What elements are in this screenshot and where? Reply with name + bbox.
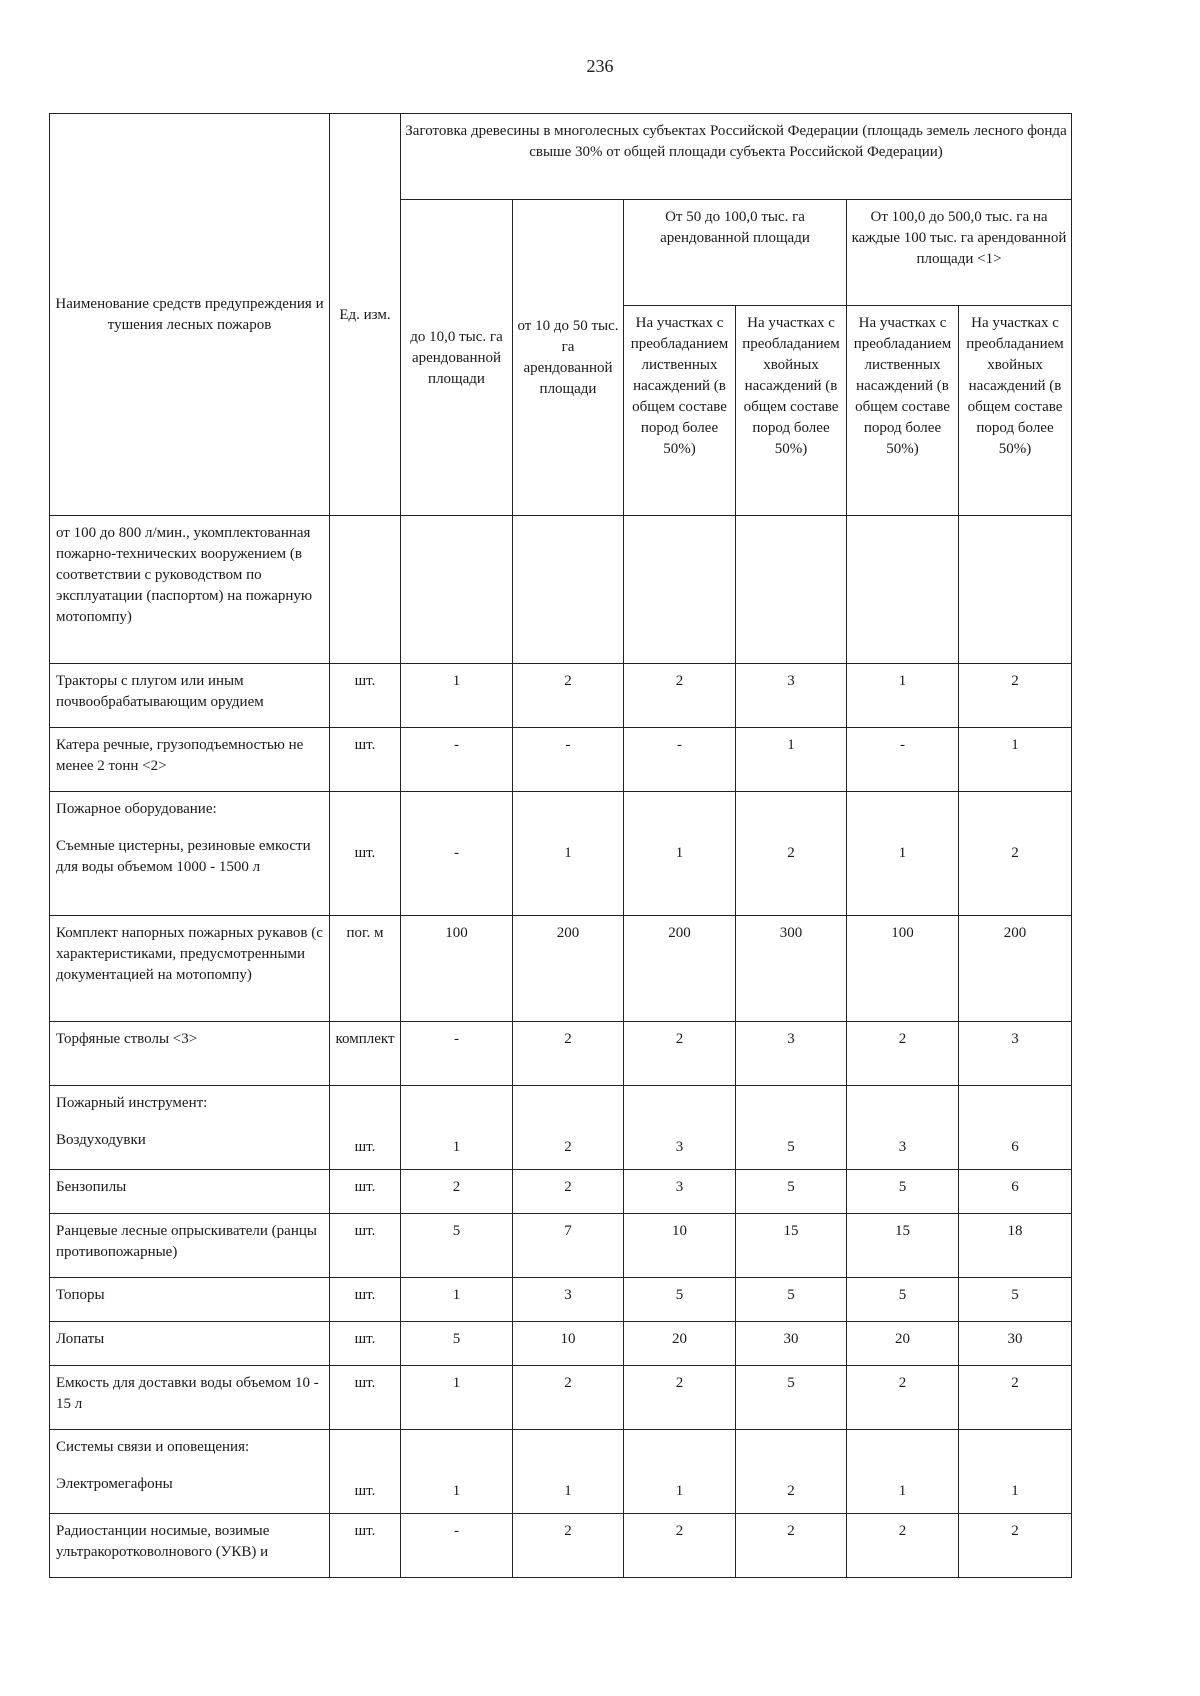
row-value xyxy=(624,1278,736,1322)
row-value-text: 2 xyxy=(1011,1375,1019,1391)
table-row xyxy=(50,1514,1072,1578)
table-row xyxy=(50,1322,1072,1366)
row-value-text: 3 xyxy=(675,1139,684,1155)
row-name-cell xyxy=(50,1430,330,1514)
row-value xyxy=(401,728,513,792)
row-value xyxy=(513,1170,624,1214)
row-value xyxy=(847,792,959,916)
row-name-cell xyxy=(50,792,330,916)
row-value xyxy=(736,1214,847,1278)
row-value xyxy=(847,1366,959,1430)
row-value-text: 2 xyxy=(787,1483,795,1499)
row-name: Лопаты xyxy=(56,1331,105,1347)
row-unit xyxy=(330,1322,401,1366)
header-group-title: Заготовка древесины в многолесных субъектах Российской Федерации (площадь земель лесного фонда свыше 30% от общей площади субъекта Российской Федерации) xyxy=(401,114,1072,200)
table-row xyxy=(50,1430,1072,1514)
row-value xyxy=(736,916,847,1022)
row-value-text: - xyxy=(454,845,459,861)
row-value-text: 1 xyxy=(675,1483,684,1499)
row-value-text: 3 xyxy=(787,673,795,689)
row-unit xyxy=(330,792,401,916)
row-value xyxy=(847,916,959,1022)
row-value xyxy=(513,516,624,664)
table-header xyxy=(50,114,1072,516)
row-value xyxy=(959,664,1072,728)
row-value-text: 30 xyxy=(1007,1331,1023,1347)
row-value-text: 2 xyxy=(564,1375,572,1391)
row-value xyxy=(959,516,1072,664)
row-value xyxy=(513,1366,624,1430)
row-value xyxy=(959,916,1072,1022)
row-value xyxy=(736,1366,847,1430)
row-value-text: 1 xyxy=(1011,1483,1019,1499)
row-value xyxy=(513,1278,624,1322)
row-value xyxy=(736,728,847,792)
table-row xyxy=(50,916,1072,1022)
row-value xyxy=(959,1278,1072,1322)
row-value xyxy=(736,1170,847,1214)
row-value xyxy=(513,1086,624,1170)
row-value xyxy=(959,1430,1072,1514)
row-value-text: 15 xyxy=(895,1223,910,1239)
row-value xyxy=(401,1514,513,1578)
row-value-text: 1 xyxy=(452,1287,461,1303)
row-value xyxy=(847,1514,959,1578)
row-name-cell xyxy=(50,728,330,792)
row-value-text: - xyxy=(454,1031,459,1047)
row-value-text: 5 xyxy=(452,1331,461,1347)
row-name-cell xyxy=(50,1322,330,1366)
row-name-cell xyxy=(50,916,330,1022)
row-value xyxy=(401,792,513,916)
row-unit xyxy=(330,1366,401,1430)
row-value xyxy=(624,516,736,664)
row-value xyxy=(513,1322,624,1366)
table-row xyxy=(50,664,1072,728)
row-unit-text: шт. xyxy=(354,1179,376,1195)
row-value-text: 3 xyxy=(1011,1031,1019,1047)
row-value xyxy=(624,916,736,1022)
row-value xyxy=(624,1514,736,1578)
row-unit-text: шт. xyxy=(354,1331,376,1347)
row-value-text: 5 xyxy=(787,1287,795,1303)
row-value-text: 2 xyxy=(564,1139,572,1155)
row-value-text: 200 xyxy=(556,925,580,941)
row-value-text: 2 xyxy=(564,1031,572,1047)
row-name: Тракторы с плугом или иным почвообрабатывающим орудием xyxy=(56,673,264,710)
row-value-text: 2 xyxy=(1011,673,1019,689)
row-value xyxy=(624,728,736,792)
row-value-text: 2 xyxy=(898,1523,907,1539)
row-value xyxy=(847,664,959,728)
row-value-text: 6 xyxy=(1011,1139,1019,1155)
row-value xyxy=(513,792,624,916)
row-value-text: 1 xyxy=(898,1483,907,1499)
row-unit xyxy=(330,1430,401,1514)
row-value-text: 3 xyxy=(564,1287,572,1303)
row-value-text: 20 xyxy=(895,1331,910,1347)
row-value xyxy=(736,1430,847,1514)
row-name-cell xyxy=(50,1086,330,1170)
section-heading: Пожарное оборудование: xyxy=(56,801,217,817)
row-name-cell xyxy=(50,1366,330,1430)
row-value xyxy=(401,1022,513,1086)
row-value-text: - xyxy=(454,1523,459,1539)
table-row xyxy=(50,1022,1072,1086)
row-value xyxy=(959,1514,1072,1578)
row-value-text: 2 xyxy=(564,1523,572,1539)
row-value xyxy=(847,1278,959,1322)
row-value xyxy=(959,1170,1072,1214)
header-sub-coniferous: На участках с преобладанием хвойных насаждений (в общем составе пород более 50%) xyxy=(959,306,1072,516)
row-value-text: 5 xyxy=(787,1179,795,1195)
row-value-text: 5 xyxy=(675,1287,684,1303)
row-name-cell xyxy=(50,1278,330,1322)
row-unit xyxy=(330,728,401,792)
table-body xyxy=(50,516,1072,1578)
row-value-text: 1 xyxy=(452,1483,461,1499)
row-value xyxy=(513,728,624,792)
row-value-text: 10 xyxy=(672,1223,687,1239)
row-value-text: 5 xyxy=(787,1139,795,1155)
row-value xyxy=(847,728,959,792)
row-name: Торфяные стволы <3> xyxy=(56,1031,198,1047)
row-name: Топоры xyxy=(56,1287,105,1303)
row-name: Электромегафоны xyxy=(56,1476,173,1492)
row-unit-text: шт. xyxy=(354,1523,376,1539)
row-name: Воздуходувки xyxy=(56,1132,146,1148)
table-row xyxy=(50,1214,1072,1278)
row-value xyxy=(513,1022,624,1086)
row-value-text: 2 xyxy=(452,1179,461,1195)
header-group-100-500: От 100,0 до 500,0 тыс. га на каждые 100 тыс. га арендованной площади <1> xyxy=(847,200,1072,306)
row-unit xyxy=(330,1086,401,1170)
table-row xyxy=(50,1086,1072,1170)
row-value xyxy=(847,1322,959,1366)
row-value-text: 1 xyxy=(564,1483,572,1499)
row-value-text: 5 xyxy=(452,1223,461,1239)
row-value-text: 1 xyxy=(452,1139,461,1155)
row-value xyxy=(736,1278,847,1322)
row-value-text: 2 xyxy=(675,1031,684,1047)
row-value-text: 100 xyxy=(445,925,468,941)
row-name-cell xyxy=(50,1022,330,1086)
row-value xyxy=(736,664,847,728)
row-unit-text: шт. xyxy=(354,673,376,689)
row-unit-text: шт. xyxy=(354,737,376,753)
row-value xyxy=(624,1170,736,1214)
row-name: от 100 до 800 л/мин., укомплектованная пожарно-технических вооружением (в соответствии с руководством по эксплуатации (паспортом) на пожарную мотопомпу) xyxy=(56,525,313,625)
row-value xyxy=(513,1214,624,1278)
row-value-text: 1 xyxy=(898,845,907,861)
row-name-cell xyxy=(50,664,330,728)
table-row xyxy=(50,516,1072,664)
row-value-text: 20 xyxy=(672,1331,687,1347)
row-value-text: 1 xyxy=(452,1375,461,1391)
row-value-text: 15 xyxy=(783,1223,799,1239)
row-value xyxy=(736,516,847,664)
row-value xyxy=(624,1430,736,1514)
row-value xyxy=(847,1086,959,1170)
row-value xyxy=(736,792,847,916)
row-value-text: - xyxy=(900,737,905,753)
row-value xyxy=(401,916,513,1022)
table-row xyxy=(50,728,1072,792)
row-value xyxy=(401,664,513,728)
row-unit xyxy=(330,1514,401,1578)
row-value xyxy=(847,1022,959,1086)
section-heading: Пожарный инструмент: xyxy=(56,1095,208,1111)
row-value xyxy=(513,1430,624,1514)
row-value-text: 5 xyxy=(787,1375,795,1391)
row-value xyxy=(959,1322,1072,1366)
row-value xyxy=(513,916,624,1022)
row-value xyxy=(736,1514,847,1578)
row-value xyxy=(401,1170,513,1214)
table-row xyxy=(50,792,1072,916)
row-value-text: 2 xyxy=(675,1523,684,1539)
row-value xyxy=(959,1086,1072,1170)
header-sub-deciduous: На участках с преобладанием лиственных насаждений (в общем составе пород более 50%) xyxy=(624,306,736,516)
row-value xyxy=(624,1086,736,1170)
table-row xyxy=(50,1278,1072,1322)
row-value-text: 300 xyxy=(779,925,803,941)
row-name-cell xyxy=(50,516,330,664)
row-unit xyxy=(330,1214,401,1278)
table-row xyxy=(50,1366,1072,1430)
row-value-text: 2 xyxy=(564,1179,572,1195)
row-value xyxy=(513,664,624,728)
row-value-text: 2 xyxy=(787,1523,795,1539)
row-unit xyxy=(330,916,401,1022)
row-unit-text: шт. xyxy=(354,1287,376,1303)
row-unit xyxy=(330,1278,401,1322)
header-name-col: Наименование средств предупреждения и тушения лесных пожаров xyxy=(50,114,330,516)
row-value-text: 2 xyxy=(1011,1523,1019,1539)
table-row xyxy=(50,1170,1072,1214)
row-value-text: 1 xyxy=(452,673,461,689)
row-value xyxy=(624,1322,736,1366)
page-number: 236 xyxy=(586,56,614,76)
row-value-text: 2 xyxy=(564,673,572,689)
row-value xyxy=(959,1022,1072,1086)
row-name-cell xyxy=(50,1170,330,1214)
row-value xyxy=(736,1086,847,1170)
row-value-text: 1 xyxy=(564,845,572,861)
row-name: Бензопилы xyxy=(56,1179,127,1195)
row-value-text: 2 xyxy=(787,845,795,861)
row-value xyxy=(401,1278,513,1322)
row-unit-text: шт. xyxy=(354,1139,376,1155)
row-unit-text: шт. xyxy=(354,1223,376,1239)
row-unit-text: шт. xyxy=(354,845,376,861)
row-value-text: 6 xyxy=(1011,1179,1019,1195)
header-col-up-to-10: до 10,0 тыс. га арендованной площади xyxy=(401,200,513,516)
row-value xyxy=(624,1214,736,1278)
row-value-text: 1 xyxy=(1011,737,1019,753)
row-value-text: 2 xyxy=(898,1375,907,1391)
row-unit-text: комплект xyxy=(335,1031,395,1047)
row-unit xyxy=(330,1022,401,1086)
row-name: Катера речные, грузоподъемностью не менее 2 тонн <2> xyxy=(56,737,304,774)
row-unit xyxy=(330,1170,401,1214)
row-value-text: - xyxy=(677,737,682,753)
row-value xyxy=(401,516,513,664)
row-value xyxy=(959,1214,1072,1278)
row-name: Ранцевые лесные опрыскиватели (ранцы противопожарные) xyxy=(56,1223,317,1260)
row-value xyxy=(401,1086,513,1170)
row-value-text: 3 xyxy=(787,1031,795,1047)
row-unit-text: пог. м xyxy=(346,925,384,941)
row-value-text: 5 xyxy=(1011,1287,1019,1303)
row-value xyxy=(401,1430,513,1514)
row-value xyxy=(959,792,1072,916)
row-value xyxy=(401,1214,513,1278)
row-value-text: 200 xyxy=(668,925,691,941)
row-value-text: 7 xyxy=(564,1223,572,1239)
row-value xyxy=(624,792,736,916)
row-value xyxy=(959,728,1072,792)
row-unit xyxy=(330,664,401,728)
row-unit-text: шт. xyxy=(354,1375,376,1391)
row-value xyxy=(959,1366,1072,1430)
row-name-cell xyxy=(50,1214,330,1278)
row-name: Комплект напорных пожарных рукавов (с характеристиками, предусмотренными документацией на мотопомпу) xyxy=(56,925,323,983)
header-sub-coniferous: На участках с преобладанием хвойных насаждений (в общем составе пород более 50%) xyxy=(736,306,847,516)
row-value-text: 2 xyxy=(675,673,684,689)
row-value xyxy=(847,1430,959,1514)
row-value-text: 3 xyxy=(675,1179,684,1195)
equipment-table xyxy=(49,113,1072,1578)
row-value xyxy=(847,516,959,664)
row-value-text: 1 xyxy=(675,845,684,861)
row-value xyxy=(624,664,736,728)
row-value-text: 3 xyxy=(898,1139,907,1155)
row-value-text: - xyxy=(565,737,571,753)
row-value-text: 2 xyxy=(675,1375,684,1391)
row-unit-text: шт. xyxy=(354,1483,376,1499)
row-value xyxy=(736,1022,847,1086)
row-value-text: 2 xyxy=(898,1031,907,1047)
row-name: Радиостанции носимые, возимые ультракоротковолнового (УКВ) и xyxy=(56,1523,270,1560)
row-value-text: 2 xyxy=(1011,845,1019,861)
row-value-text: 5 xyxy=(898,1179,907,1195)
row-value xyxy=(847,1214,959,1278)
row-value-text: 30 xyxy=(783,1331,799,1347)
row-value-text: 100 xyxy=(891,925,914,941)
section-heading: Системы связи и оповещения: xyxy=(56,1439,250,1455)
row-value xyxy=(847,1170,959,1214)
row-value xyxy=(401,1322,513,1366)
row-value-text: - xyxy=(454,737,459,753)
row-name: Емкость для доставки воды объемом 10 - 15 л xyxy=(56,1375,319,1412)
row-unit xyxy=(330,516,401,664)
row-value-text: 1 xyxy=(898,673,907,689)
header-sub-deciduous: На участках с преобладанием лиственных насаждений (в общем составе пород более 50%) xyxy=(847,306,959,516)
row-name: Съемные цистерны, резиновые емкости для воды объемом 1000 - 1500 л xyxy=(56,838,311,875)
row-value-text: 1 xyxy=(787,737,795,753)
row-value xyxy=(624,1022,736,1086)
row-name-cell xyxy=(50,1514,330,1578)
row-value xyxy=(736,1322,847,1366)
row-value xyxy=(513,1514,624,1578)
header-col-10-to-50: от 10 до 50 тыс. га арендованной площади xyxy=(513,200,624,516)
header-unit-col: Ед. изм. xyxy=(330,114,401,516)
header-group-50-100: От 50 до 100,0 тыс. га арендованной площади xyxy=(624,200,847,306)
row-value-text: 5 xyxy=(898,1287,907,1303)
row-value-text: 200 xyxy=(1003,925,1027,941)
row-value xyxy=(624,1366,736,1430)
row-value-text: 18 xyxy=(1007,1223,1023,1239)
row-value-text: 10 xyxy=(560,1331,576,1347)
row-value xyxy=(401,1366,513,1430)
